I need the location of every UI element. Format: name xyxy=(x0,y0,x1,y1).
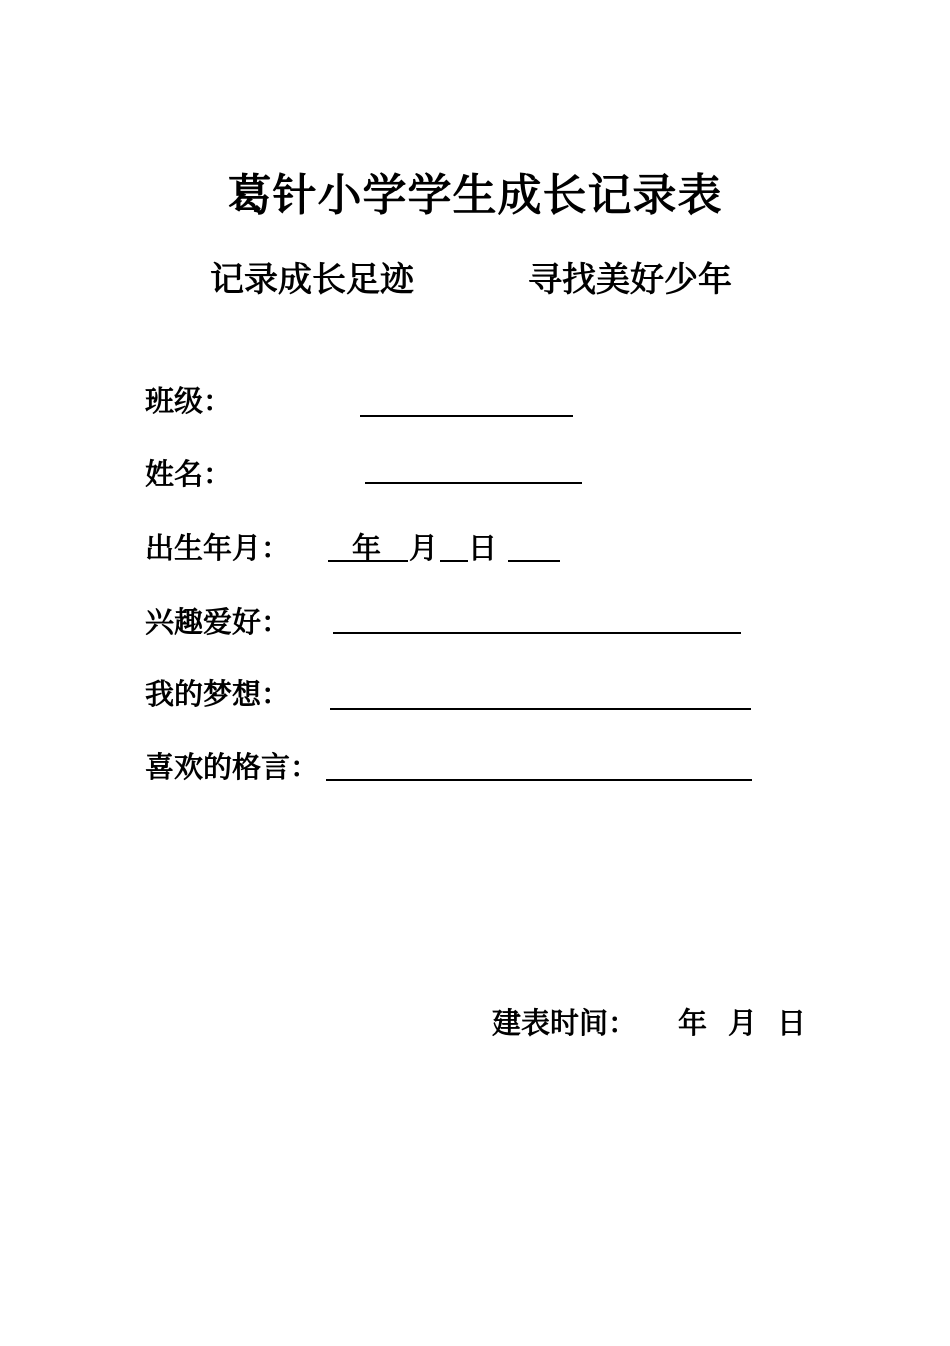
name-fill-line[interactable] xyxy=(365,482,582,484)
slogan-right: 寻找美好少年 xyxy=(528,260,732,300)
motto-fill-line[interactable] xyxy=(326,779,752,781)
created-day-text: 日 xyxy=(777,1006,807,1040)
page-title: 葛针小学学生成长记录表 xyxy=(227,170,723,221)
name-label: 姓名： xyxy=(145,457,233,491)
created-month-text: 月 xyxy=(728,1006,758,1040)
created-date-label: 建表时间： xyxy=(492,1006,638,1040)
birth-day-text: 日 xyxy=(468,531,498,565)
motto-label: 喜欢的格言： xyxy=(145,750,320,784)
birth-day-line[interactable] xyxy=(508,560,560,562)
birth-month-line[interactable] xyxy=(440,560,468,562)
class-fill-line[interactable] xyxy=(360,415,573,417)
created-year-text: 年 xyxy=(678,1006,708,1040)
hobby-label: 兴趣爱好： xyxy=(145,605,291,639)
birth-label: 出生年月： xyxy=(145,531,291,565)
birth-year-text: 年 xyxy=(352,531,382,565)
dream-label: 我的梦想： xyxy=(145,677,291,711)
hobby-fill-line[interactable] xyxy=(333,632,741,634)
birth-month-text: 月 xyxy=(409,531,439,565)
slogan-left: 记录成长足迹 xyxy=(210,260,414,300)
dream-fill-line[interactable] xyxy=(330,708,751,710)
class-label: 班级： xyxy=(145,384,233,418)
